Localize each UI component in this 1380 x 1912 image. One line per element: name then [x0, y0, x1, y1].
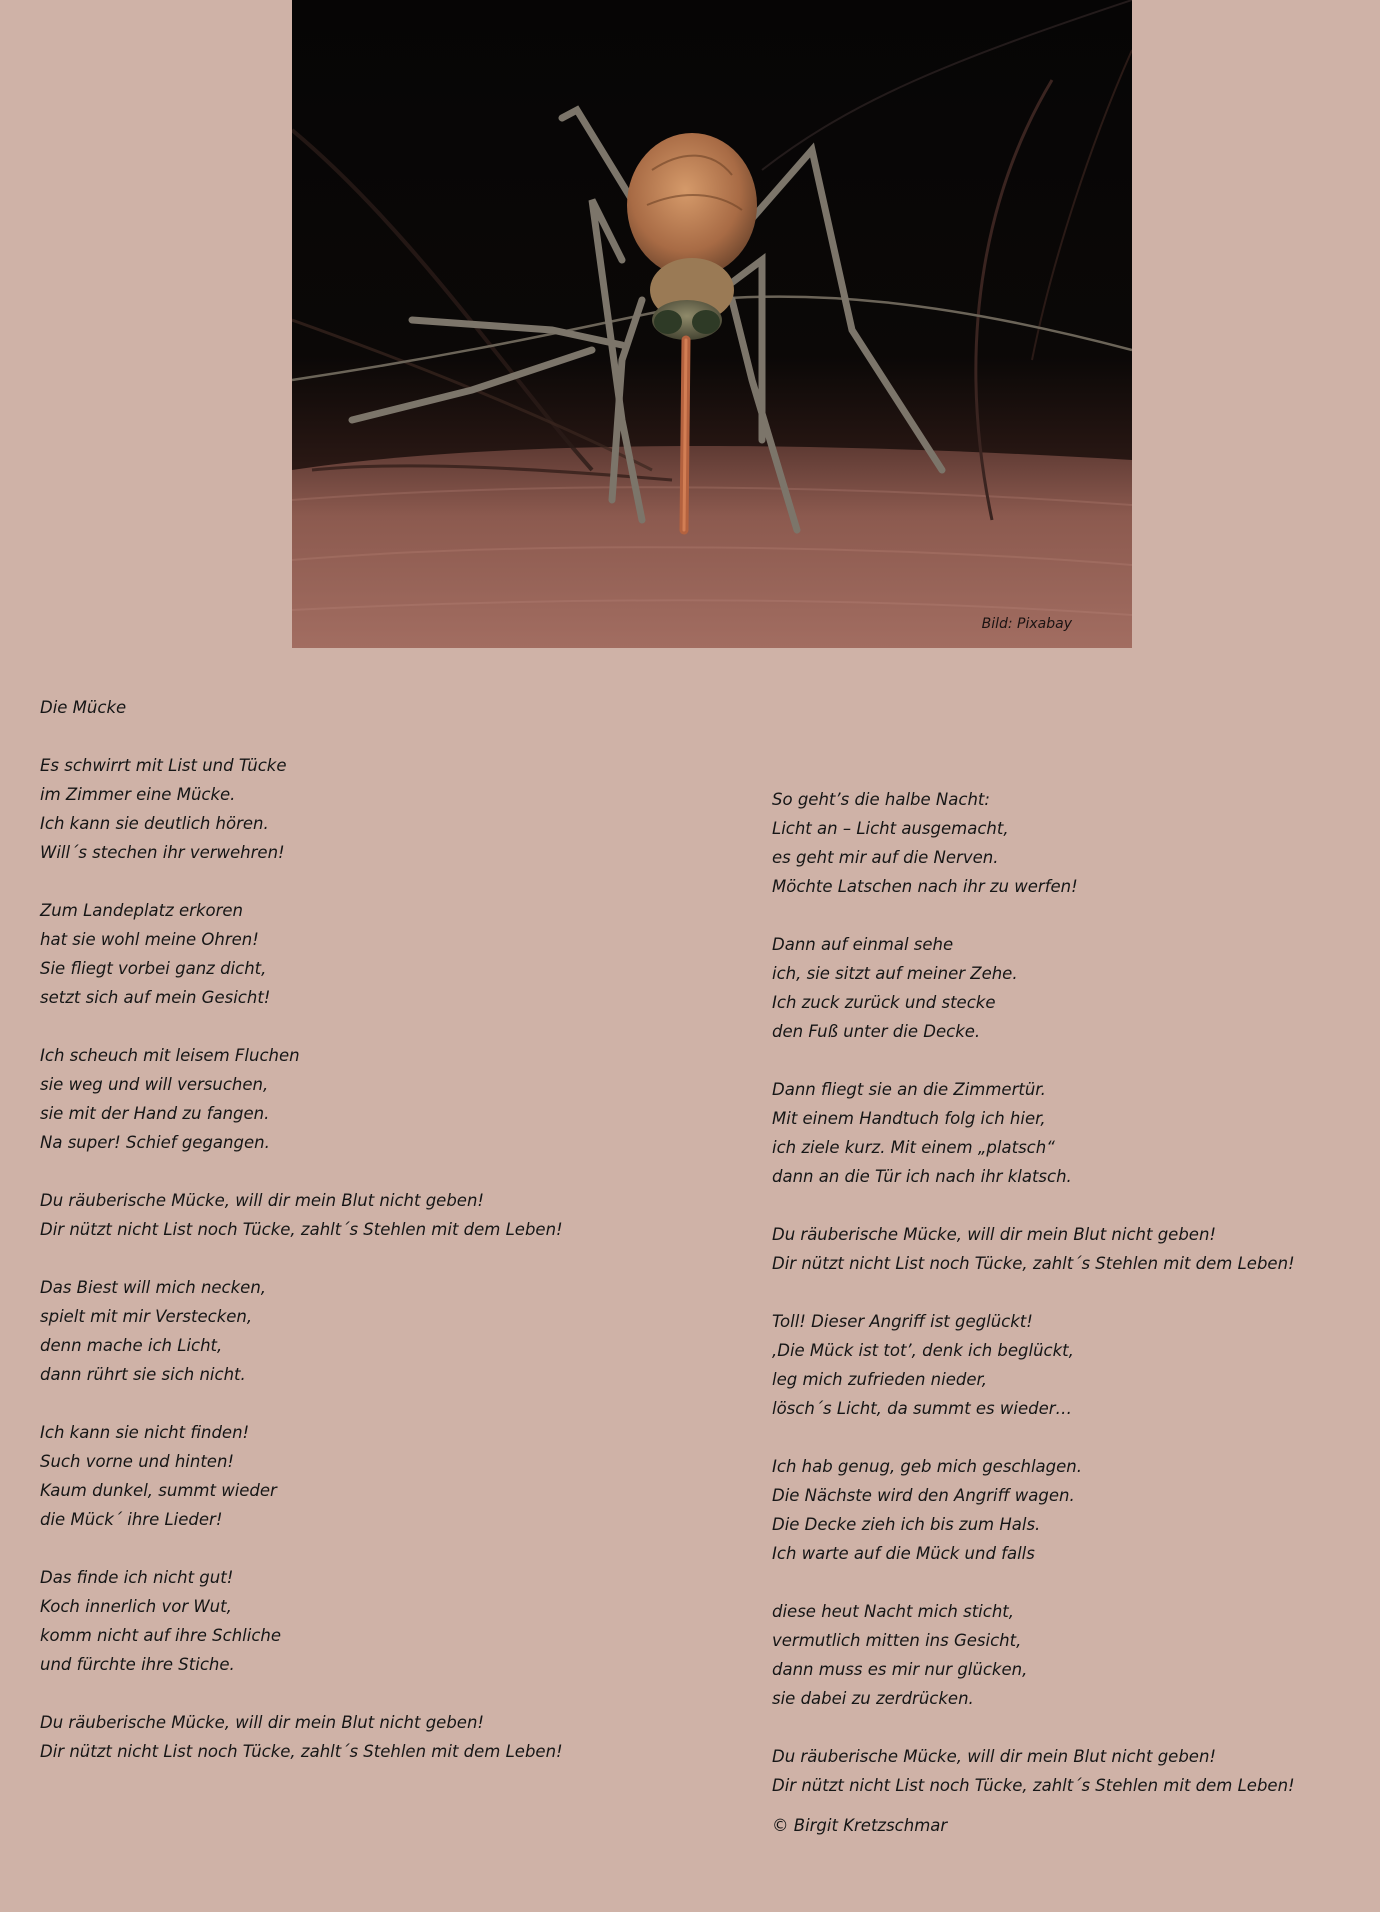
poem-line: Koch innerlich vor Wut, — [40, 1597, 232, 1616]
poem-line: ich ziele kurz. Mit einem „platsch“ — [772, 1138, 1055, 1157]
stanza — [40, 751, 690, 867]
stanza — [772, 1307, 1352, 1423]
poem-line: sie dabei zu zerdrücken. — [772, 1689, 974, 1708]
poem-line: spielt mit mir Verstecken, — [40, 1307, 253, 1326]
poem-line: dann an die Tür ich nach ihr klatsch. — [772, 1167, 1072, 1186]
stanza — [772, 1742, 1352, 1800]
stanza — [40, 1041, 690, 1157]
poem-line: diese heut Nacht mich sticht, — [772, 1602, 1015, 1621]
poem-line: im Zimmer eine Mücke. — [40, 785, 236, 804]
poem-line: Ich hab genug, geb mich geschlagen. — [772, 1457, 1082, 1476]
poem-line: die Mück´ ihre Lieder! — [40, 1510, 223, 1529]
poem-line: Mit einem Handtuch folg ich hier, — [772, 1109, 1046, 1128]
poem-line: Kaum dunkel, summt wieder — [40, 1481, 277, 1500]
poem-line: Die Nächste wird den Angriff wagen. — [772, 1486, 1075, 1505]
left-stanzas — [40, 751, 690, 1766]
stanza — [40, 1273, 690, 1389]
stanza — [772, 1075, 1352, 1191]
poem-line: Du räuberische Mücke, will dir mein Blut nicht geben! — [40, 1191, 485, 1210]
stanza — [40, 1708, 690, 1766]
poem-line: hat sie wohl meine Ohren! — [40, 930, 259, 949]
poem-right-column — [772, 785, 1352, 1840]
poem-line: Such vorne und hinten! — [40, 1452, 235, 1471]
poem-line: Sie fliegt vorbei ganz dicht, — [40, 959, 267, 978]
poem-line: ich, sie sitzt auf meiner Zehe. — [772, 964, 1018, 983]
stanza — [772, 785, 1352, 901]
poem-line: Möchte Latschen nach ihr zu werfen! — [772, 877, 1078, 896]
stanza — [40, 896, 690, 1012]
poem-line: Du räuberische Mücke, will dir mein Blut nicht geben! — [40, 1713, 485, 1732]
stanza — [40, 1563, 690, 1679]
poem-line: es geht mir auf die Nerven. — [772, 848, 999, 867]
poem-line: setzt sich auf mein Gesicht! — [40, 988, 271, 1007]
copyright-notice: © Birgit Kretzschmar — [772, 1816, 948, 1835]
poem-line: den Fuß unter die Decke. — [772, 1022, 981, 1041]
stanza — [772, 1452, 1352, 1568]
poem-line: Toll! Dieser Angriff ist geglückt! — [772, 1312, 1033, 1331]
stanza — [772, 1220, 1352, 1278]
poem-title: Die Mücke — [40, 698, 127, 717]
poem-line: dann rührt sie sich nicht. — [40, 1365, 246, 1384]
poem-line: Du räuberische Mücke, will dir mein Blut nicht geben! — [772, 1747, 1217, 1766]
mosquito-icon — [292, 0, 1132, 648]
mosquito-photo — [292, 0, 1132, 648]
poem-line: Dir nützt nicht List noch Tücke, zahlt´s Stehlen mit dem Leben! — [772, 1254, 1295, 1273]
poem-line: Ich kann sie nicht finden! — [40, 1423, 250, 1442]
poem-line: lösch´s Licht, da summt es wieder… — [772, 1399, 1073, 1418]
right-stanzas — [772, 785, 1352, 1800]
poem-line: Du räuberische Mücke, will dir mein Blut nicht geben! — [772, 1225, 1217, 1244]
poem-line: Dir nützt nicht List noch Tücke, zahlt´s Stehlen mit dem Leben! — [40, 1742, 563, 1761]
poem-line: Dir nützt nicht List noch Tücke, zahlt´s Stehlen mit dem Leben! — [772, 1776, 1295, 1795]
poem-line: Na super! Schief gegangen. — [40, 1133, 270, 1152]
poem-line: ‚Die Mück ist tot’, denk ich beglückt, — [772, 1341, 1074, 1360]
stanza — [772, 1597, 1352, 1713]
stanza — [772, 930, 1352, 1046]
stanza — [40, 1186, 690, 1244]
poem-line: Das finde ich nicht gut! — [40, 1568, 234, 1587]
poem-line: leg mich zufrieden nieder, — [772, 1370, 987, 1389]
poem-line: Ich kann sie deutlich hören. — [40, 814, 269, 833]
poem-line: Ich scheuch mit leisem Fluchen — [40, 1046, 300, 1065]
poem-line: Dann fliegt sie an die Zimmertür. — [772, 1080, 1046, 1099]
poem-line: Es schwirrt mit List und Tücke — [40, 756, 287, 775]
poem-line: Will´s stechen ihr verwehren! — [40, 843, 285, 862]
poem-line: Ich zuck zurück und stecke — [772, 993, 996, 1012]
poem-line: Das Biest will mich necken, — [40, 1278, 267, 1297]
poem-left-column — [40, 693, 690, 1795]
poem-line: sie mit der Hand zu fangen. — [40, 1104, 270, 1123]
poem-line: Die Decke zieh ich bis zum Hals. — [772, 1515, 1041, 1534]
poem-line: sie weg und will versuchen, — [40, 1075, 269, 1094]
poem-line: denn mache ich Licht, — [40, 1336, 223, 1355]
poem-line: Ich warte auf die Mück und falls — [772, 1544, 1035, 1563]
photo-credit: Bild: Pixabay — [981, 616, 1072, 632]
poem-line: Zum Landeplatz erkoren — [40, 901, 243, 920]
poem-line: und fürchte ihre Stiche. — [40, 1655, 235, 1674]
poem-line: So geht’s die halbe Nacht: — [772, 790, 990, 809]
poem-line: Dir nützt nicht List noch Tücke, zahlt´s Stehlen mit dem Leben! — [40, 1220, 563, 1239]
poem-line: dann muss es mir nur glücken, — [772, 1660, 1028, 1679]
poem-line: Dann auf einmal sehe — [772, 935, 954, 954]
poem-line: Licht an – Licht ausgemacht, — [772, 819, 1009, 838]
poem-line: komm nicht auf ihre Schliche — [40, 1626, 282, 1645]
stanza — [40, 1418, 690, 1534]
poem-line: vermutlich mitten ins Gesicht, — [772, 1631, 1022, 1650]
